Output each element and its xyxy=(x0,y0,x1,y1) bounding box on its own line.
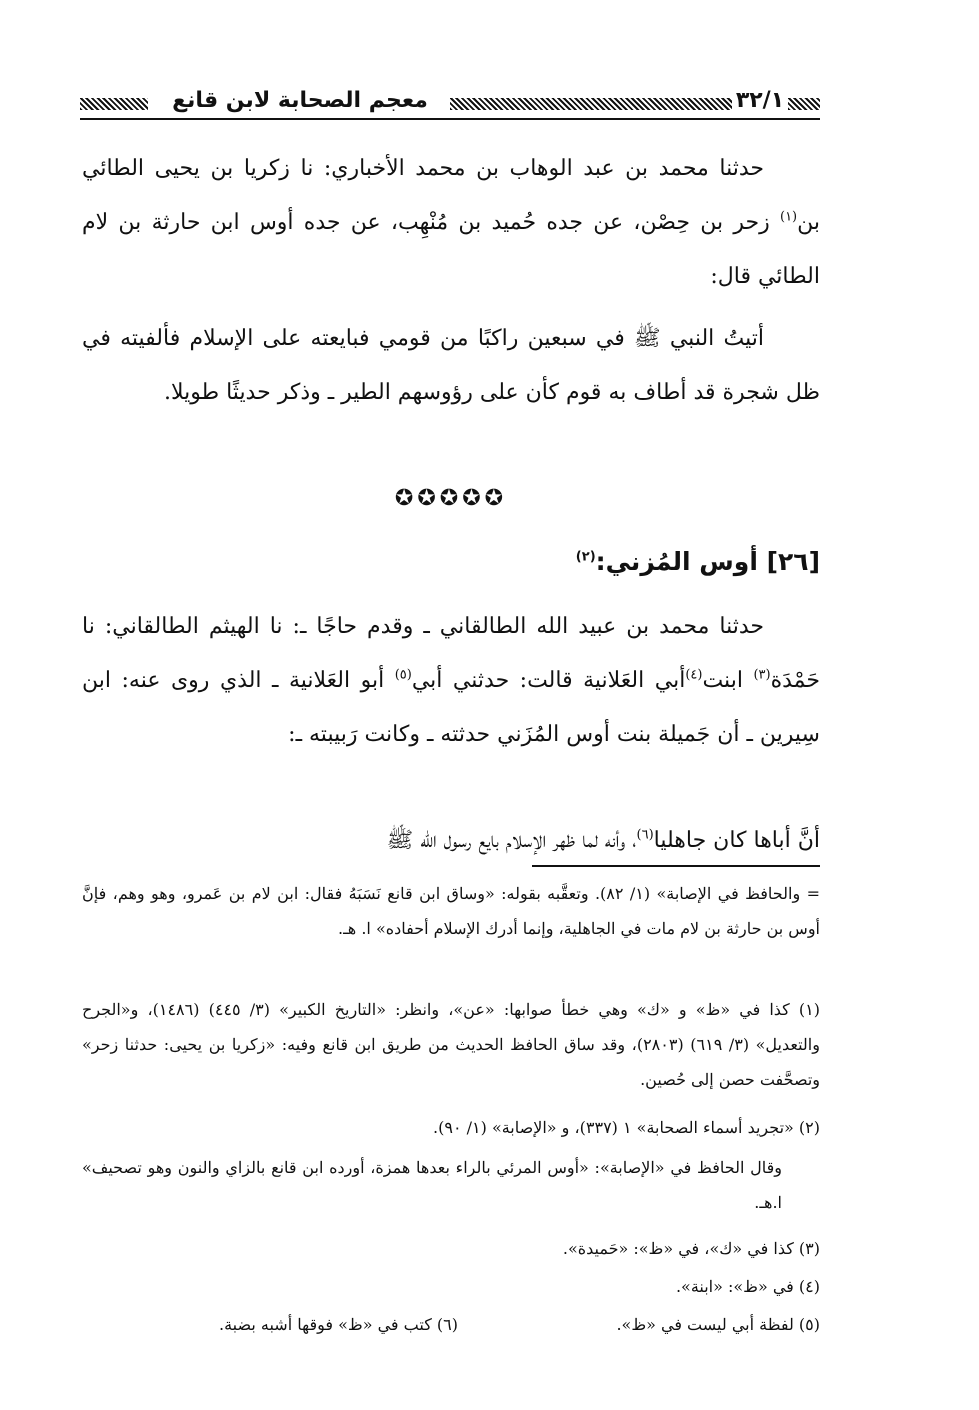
footnote-ref-4: (٤) xyxy=(685,667,703,683)
hadith-1-matn: أتيتُ النبي ﷺ في سبعين راكبًا من قومي فبايعته على الإسلام فألفيته في ظل شجرة قد أطاف به قوم كأن على رؤوسهم الطير ـ وذكر حديثًا طويلا. xyxy=(82,326,820,405)
header-ornament-right xyxy=(788,98,820,110)
page-number: ٣٢/١ xyxy=(735,88,785,113)
book-title: معجم الصحابة لابن قانع xyxy=(172,88,428,113)
footnote-5: (٥) لفظة أبي ليست في «ظ». xyxy=(616,1315,820,1334)
hadith-2-matn xyxy=(82,814,820,868)
footnote-ref-2: (٢) xyxy=(575,549,596,565)
entry-heading-text: [٢٦] أوس المُزني: xyxy=(595,547,820,576)
hadith-2-part1: حدثنا محمد بن عبيد الله الطالقاني ـ وقدم حاجًا ـ: نا الهيثم الطالقاني: نا حَمْدَة xyxy=(82,614,820,693)
header-ornament-middle xyxy=(450,98,732,110)
isnad-text-cont: زحر بن حِصْن، عن جده حُميد بن مُنْهِب، عن جده أوس ابن حارثة بن لام الطائي قال: xyxy=(82,210,820,289)
footnote-rule xyxy=(532,865,820,867)
footnote-4: (٤) في «ظ»: «ابنة». xyxy=(675,1277,820,1296)
footnote-2: (٢) «تجريد أسماء الصحابة» ١ (٣٣٧)، و «الإصابة» (١/ ٩٠). xyxy=(433,1118,820,1137)
entry-heading xyxy=(82,540,820,584)
header-rule xyxy=(80,118,820,120)
footnote-continued: = والحافظ في الإصابة» (١/ ٨٢). وتعقَّبه بقوله: «وساق ابن قانع نَسَبَهُ فقال: ابن لام بن عَمرو، وهو وهم، فإنَّ أوس بن حارثة بن لام مات في الجاهلية، وإنما أدرك الإسلام أحفاده» ا. هـ. xyxy=(82,884,820,938)
hadith-2-part4: أبو العَلانية ـ الذي روى عنه: ابن سِيرين ـ أن جَميلة بنت أوس المُزَني حدثته ـ وكانت رَبيبته ـ: xyxy=(82,668,820,747)
hadith-2-matn-start: أنَّ أباها كان جاهليا xyxy=(653,828,820,853)
hadith-2-part2: ابنت xyxy=(702,668,754,693)
hadith-2-isnad xyxy=(82,600,820,762)
hadith-1-isnad xyxy=(82,142,820,304)
section-separator: ✪✪✪✪✪ xyxy=(394,486,508,511)
footnote-ref-6: (٦) xyxy=(636,827,654,843)
footnote-2-continued: وقال الحافظ في «الإصابة»: «أوس المرئي بالراء بعدها همزة، أورده ابن قانع بالزاي والنون وهو تصحيف» ا.هـ. xyxy=(82,1158,782,1212)
footnote-ref-3: (٣) xyxy=(753,667,771,683)
hadith-2-matn-end: ، وأنه لما ظهر الإسلام بايع رسول الله ﷺ xyxy=(386,828,637,853)
footnote-3: (٣) كذا في «ك»، في «ظ»: «حَميدة». xyxy=(562,1239,820,1258)
running-header xyxy=(80,84,820,124)
header-ornament-left xyxy=(80,98,148,110)
hadith-2-part3: أبي العَلانية قالت: حدثني أبي xyxy=(411,668,686,693)
footnote-1: (١) كذا في «ظ» و «ك» وهي خطأ صوابها: «عن»، وانظر: «التاريخ الكبير» (٣/ ٤٤٥) (١٤٨٦)، و«الجرح والتعديل» (٣/ ٦١٩) (٢٨٠٣)، وقد ساق الحافظ الحديث من طريق ابن قانع وفيه: «زكريا بن يحيى: حدثنا زحر» وتصحَّفت حصن إلى حُصين. xyxy=(82,1000,821,1089)
footnote-6: (٦) كتب في «ظ» فوقها أشبه بضبة. xyxy=(218,1315,458,1334)
footnote-ref-1: (١) xyxy=(779,209,798,225)
footnote-ref-5: (٥) xyxy=(394,667,412,683)
isnad-text: حدثنا محمد بن عبد الوهاب بن محمد الأخباري: نا زكريا بن يحيى الطائي بن xyxy=(82,156,820,235)
